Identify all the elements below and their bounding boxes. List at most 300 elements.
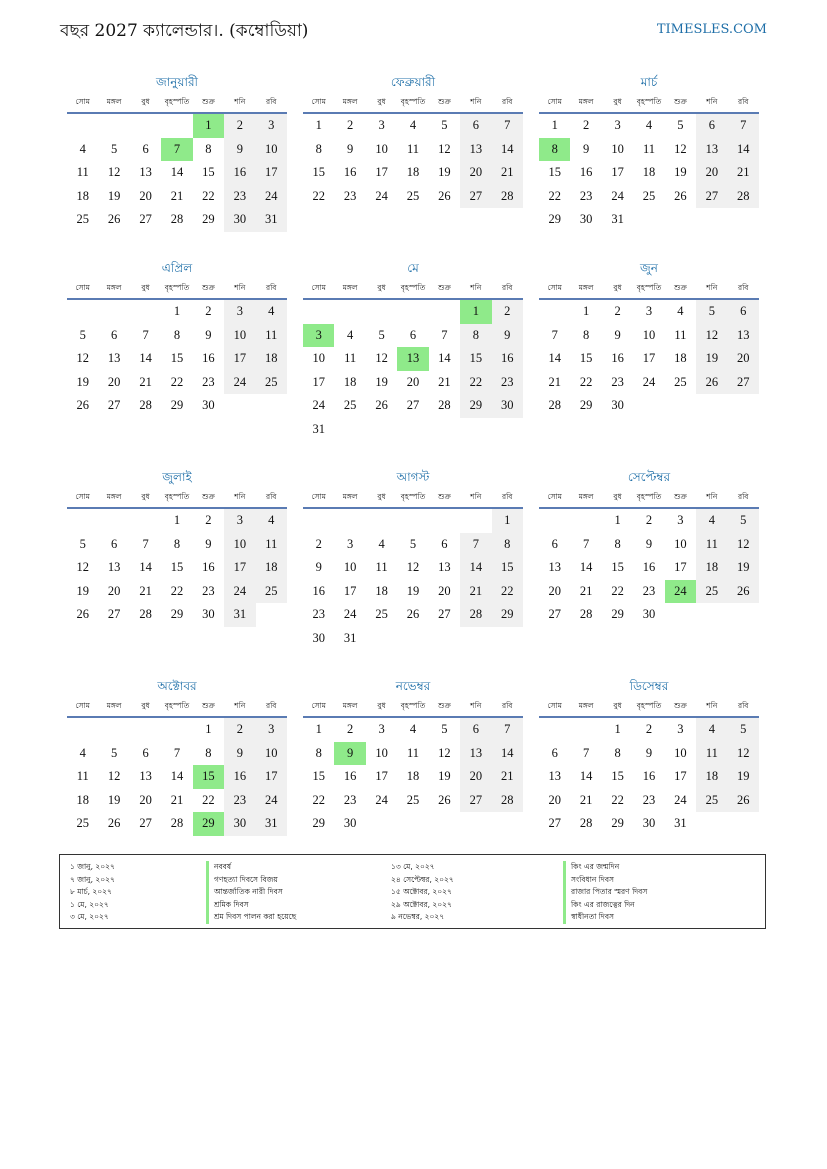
day-cell[interactable]: 18 bbox=[642, 165, 656, 180]
day-cell[interactable]: 17 bbox=[256, 765, 287, 789]
day-cell[interactable]: 27 bbox=[460, 789, 491, 813]
day-cell[interactable]: 17 bbox=[256, 161, 287, 185]
day-cell[interactable]: 17 bbox=[375, 769, 388, 784]
day-cell[interactable]: 28 bbox=[492, 789, 523, 813]
day-cell[interactable]: 27 bbox=[460, 185, 491, 209]
day-cell[interactable]: 29 bbox=[611, 816, 624, 831]
day-cell[interactable]: 22 bbox=[170, 374, 184, 389]
day-cell[interactable]: 3 bbox=[614, 118, 621, 132]
day-cell[interactable]: 29 bbox=[170, 398, 184, 413]
day-cell[interactable]: 16 bbox=[202, 560, 215, 575]
day-cell[interactable]: 22 bbox=[170, 583, 184, 598]
day-cell[interactable]: 4 bbox=[645, 118, 653, 132]
day-cell[interactable]: 16 bbox=[312, 583, 325, 598]
day-cell[interactable]: 26 bbox=[696, 371, 727, 395]
day-cell[interactable]: 30 bbox=[642, 816, 656, 831]
day-cell[interactable]: 9 bbox=[645, 745, 653, 760]
day-cell[interactable]: 15 bbox=[611, 769, 624, 784]
day-cell[interactable]: 3 bbox=[224, 300, 255, 324]
day-cell[interactable]: 8 bbox=[315, 141, 322, 156]
day-cell[interactable]: 22 bbox=[611, 583, 624, 598]
day-cell[interactable]: 15 bbox=[202, 165, 215, 180]
day-cell[interactable]: 30 bbox=[224, 812, 255, 836]
day-cell[interactable]: 30 bbox=[343, 816, 357, 831]
day-cell[interactable]: 18 bbox=[256, 556, 287, 580]
day-cell[interactable]: 27 bbox=[406, 398, 420, 413]
day-cell[interactable]: 5 bbox=[441, 722, 448, 736]
day-cell[interactable]: 15 bbox=[312, 165, 325, 180]
day-cell[interactable]: 29 bbox=[312, 816, 325, 831]
day-cell[interactable]: 11 bbox=[696, 742, 727, 766]
day-cell[interactable]: 6 bbox=[551, 745, 558, 760]
day-cell[interactable]: 14 bbox=[438, 351, 451, 366]
day-cell[interactable]: 6 bbox=[460, 114, 491, 138]
day-cell[interactable]: 16 bbox=[492, 347, 523, 371]
day-cell[interactable]: 25 bbox=[406, 188, 420, 203]
day-cell[interactable]: 28 bbox=[170, 816, 184, 831]
day-cell[interactable]: 11 bbox=[674, 327, 687, 342]
day-cell[interactable]: 26 bbox=[438, 792, 451, 807]
site-link[interactable]: TIMESLES.COM bbox=[656, 22, 767, 37]
day-cell[interactable]: 28 bbox=[728, 185, 759, 209]
day-cell[interactable]: 22 bbox=[492, 580, 523, 604]
day-cell[interactable]: 11 bbox=[256, 324, 287, 348]
day-cell[interactable]: 22 bbox=[312, 188, 325, 203]
day-cell[interactable]: 6 bbox=[111, 327, 118, 342]
day-cell[interactable]: 14 bbox=[139, 560, 152, 575]
day-cell[interactable]: 5 bbox=[441, 118, 448, 132]
day-cell[interactable]: 15 bbox=[579, 351, 593, 366]
day-cell[interactable]: 18 bbox=[406, 769, 420, 784]
day-cell[interactable]: 4 bbox=[409, 118, 417, 132]
day-cell[interactable]: 18 bbox=[375, 583, 388, 598]
day-cell[interactable]: 1 bbox=[614, 722, 621, 736]
day-cell[interactable]: 28 bbox=[548, 398, 561, 413]
day-cell[interactable]: 5 bbox=[79, 327, 86, 342]
day-cell[interactable]: 1 bbox=[205, 722, 212, 736]
holiday-day-cell[interactable]: 8 bbox=[539, 138, 570, 162]
day-cell[interactable]: 25 bbox=[375, 607, 388, 622]
day-cell[interactable]: 30 bbox=[611, 398, 624, 413]
day-cell[interactable]: 28 bbox=[579, 607, 593, 622]
day-cell[interactable]: 12 bbox=[107, 769, 121, 784]
day-cell[interactable]: 14 bbox=[728, 138, 759, 162]
day-cell[interactable]: 9 bbox=[347, 141, 354, 156]
day-cell[interactable]: 21 bbox=[728, 161, 759, 185]
day-cell[interactable]: 28 bbox=[139, 607, 152, 622]
day-cell[interactable]: 5 bbox=[728, 718, 759, 742]
day-cell[interactable]: 13 bbox=[139, 165, 152, 180]
day-cell[interactable]: 11 bbox=[256, 533, 287, 557]
day-cell[interactable]: 4 bbox=[256, 300, 287, 324]
day-cell[interactable]: 30 bbox=[224, 208, 255, 232]
day-cell[interactable]: 25 bbox=[674, 374, 687, 389]
day-cell[interactable]: 11 bbox=[344, 351, 357, 366]
day-cell[interactable]: 18 bbox=[256, 347, 287, 371]
day-cell[interactable]: 4 bbox=[378, 536, 385, 551]
day-cell[interactable]: 9 bbox=[492, 324, 523, 348]
day-cell[interactable]: 1 bbox=[315, 118, 322, 132]
day-cell[interactable]: 14 bbox=[579, 560, 593, 575]
day-cell[interactable]: 26 bbox=[107, 816, 121, 831]
day-cell[interactable]: 31 bbox=[256, 208, 287, 232]
day-cell[interactable]: 8 bbox=[583, 327, 590, 342]
day-cell[interactable]: 25 bbox=[343, 398, 357, 413]
day-cell[interactable]: 29 bbox=[579, 398, 593, 413]
day-cell[interactable]: 11 bbox=[406, 141, 420, 156]
day-cell[interactable]: 17 bbox=[343, 583, 357, 598]
day-cell[interactable]: 27 bbox=[107, 398, 121, 413]
day-cell[interactable]: 10 bbox=[674, 745, 687, 760]
day-cell[interactable]: 8 bbox=[205, 745, 212, 760]
day-cell[interactable]: 23 bbox=[312, 607, 325, 622]
day-cell[interactable]: 2 bbox=[205, 513, 212, 527]
day-cell[interactable]: 1 bbox=[583, 304, 590, 318]
day-cell[interactable]: 9 bbox=[224, 742, 255, 766]
day-cell[interactable]: 25 bbox=[642, 188, 656, 203]
day-cell[interactable]: 25 bbox=[76, 212, 89, 227]
day-cell[interactable]: 6 bbox=[441, 536, 448, 551]
day-cell[interactable]: 24 bbox=[642, 374, 656, 389]
day-cell[interactable]: 2 bbox=[205, 304, 212, 318]
day-cell[interactable]: 23 bbox=[224, 185, 255, 209]
day-cell[interactable]: 23 bbox=[343, 188, 357, 203]
day-cell[interactable]: 2 bbox=[347, 118, 354, 132]
day-cell[interactable]: 2 bbox=[614, 304, 621, 318]
day-cell[interactable]: 15 bbox=[460, 347, 491, 371]
day-cell[interactable]: 11 bbox=[76, 165, 89, 180]
day-cell[interactable]: 16 bbox=[579, 165, 593, 180]
day-cell[interactable]: 27 bbox=[139, 212, 152, 227]
day-cell[interactable]: 3 bbox=[378, 118, 385, 132]
day-cell[interactable]: 8 bbox=[173, 536, 181, 551]
day-cell[interactable]: 20 bbox=[548, 583, 561, 598]
day-cell[interactable]: 10 bbox=[674, 536, 687, 551]
day-cell[interactable]: 4 bbox=[347, 327, 354, 342]
day-cell[interactable]: 2 bbox=[645, 513, 653, 527]
day-cell[interactable]: 13 bbox=[139, 769, 152, 784]
day-cell[interactable]: 29 bbox=[170, 607, 184, 622]
day-cell[interactable]: 12 bbox=[438, 745, 451, 760]
day-cell[interactable]: 1 bbox=[551, 118, 558, 132]
day-cell[interactable]: 20 bbox=[139, 792, 152, 807]
day-cell[interactable]: 20 bbox=[406, 374, 420, 389]
day-cell[interactable]: 2 bbox=[583, 118, 590, 132]
day-cell[interactable]: 28 bbox=[492, 185, 523, 209]
day-cell[interactable]: 29 bbox=[492, 603, 523, 627]
day-cell[interactable]: 5 bbox=[79, 536, 86, 551]
day-cell[interactable]: 4 bbox=[409, 722, 417, 736]
day-cell[interactable]: 19 bbox=[76, 374, 89, 389]
day-cell[interactable]: 30 bbox=[202, 607, 215, 622]
day-cell[interactable]: 19 bbox=[76, 583, 89, 598]
day-cell[interactable]: 24 bbox=[312, 398, 325, 413]
day-cell[interactable]: 2 bbox=[315, 536, 322, 551]
day-cell[interactable]: 14 bbox=[460, 556, 491, 580]
day-cell[interactable]: 4 bbox=[696, 718, 727, 742]
day-cell[interactable]: 16 bbox=[343, 769, 357, 784]
day-cell[interactable]: 9 bbox=[224, 138, 255, 162]
day-cell[interactable]: 7 bbox=[460, 533, 491, 557]
day-cell[interactable]: 25 bbox=[406, 792, 420, 807]
day-cell[interactable]: 21 bbox=[579, 792, 593, 807]
day-cell[interactable]: 10 bbox=[256, 138, 287, 162]
day-cell[interactable]: 21 bbox=[460, 580, 491, 604]
day-cell[interactable]: 24 bbox=[343, 607, 357, 622]
day-cell[interactable]: 27 bbox=[139, 816, 152, 831]
day-cell[interactable]: 28 bbox=[579, 816, 593, 831]
day-cell[interactable]: 16 bbox=[642, 560, 656, 575]
day-cell[interactable]: 31 bbox=[224, 603, 255, 627]
day-cell[interactable]: 6 bbox=[409, 327, 417, 342]
day-cell[interactable]: 13 bbox=[460, 138, 491, 162]
day-cell[interactable]: 12 bbox=[375, 351, 388, 366]
day-cell[interactable]: 20 bbox=[139, 188, 152, 203]
day-cell[interactable]: 21 bbox=[170, 188, 184, 203]
day-cell[interactable]: 4 bbox=[256, 509, 287, 533]
day-cell[interactable]: 18 bbox=[674, 351, 687, 366]
day-cell[interactable]: 20 bbox=[107, 374, 121, 389]
day-cell[interactable]: 5 bbox=[111, 745, 118, 760]
day-cell[interactable]: 26 bbox=[406, 607, 420, 622]
day-cell[interactable]: 24 bbox=[375, 792, 388, 807]
day-cell[interactable]: 14 bbox=[170, 769, 184, 784]
day-cell[interactable]: 26 bbox=[728, 580, 759, 604]
day-cell[interactable]: 18 bbox=[76, 792, 89, 807]
day-cell[interactable]: 19 bbox=[438, 165, 451, 180]
holiday-day-cell[interactable]: 24 bbox=[665, 580, 696, 604]
day-cell[interactable]: 25 bbox=[696, 789, 727, 813]
day-cell[interactable]: 2 bbox=[492, 300, 523, 324]
day-cell[interactable]: 3 bbox=[677, 513, 684, 527]
day-cell[interactable]: 26 bbox=[76, 398, 89, 413]
day-cell[interactable]: 22 bbox=[202, 792, 215, 807]
day-cell[interactable]: 14 bbox=[170, 165, 184, 180]
day-cell[interactable]: 3 bbox=[347, 536, 354, 551]
day-cell[interactable]: 27 bbox=[107, 607, 121, 622]
day-cell[interactable]: 20 bbox=[696, 161, 727, 185]
day-cell[interactable]: 30 bbox=[492, 394, 523, 418]
day-cell[interactable]: 7 bbox=[142, 536, 149, 551]
day-cell[interactable]: 7 bbox=[583, 536, 590, 551]
day-cell[interactable]: 8 bbox=[460, 324, 491, 348]
day-cell[interactable]: 7 bbox=[728, 114, 759, 138]
day-cell[interactable]: 18 bbox=[696, 556, 727, 580]
holiday-day-cell[interactable]: 29 bbox=[193, 812, 224, 836]
day-cell[interactable]: 11 bbox=[76, 769, 89, 784]
day-cell[interactable]: 27 bbox=[548, 607, 561, 622]
day-cell[interactable]: 11 bbox=[642, 141, 656, 156]
day-cell[interactable]: 4 bbox=[79, 745, 86, 760]
day-cell[interactable]: 10 bbox=[343, 560, 357, 575]
day-cell[interactable]: 12 bbox=[674, 141, 687, 156]
holiday-day-cell[interactable]: 9 bbox=[334, 742, 365, 766]
day-cell[interactable]: 3 bbox=[378, 722, 385, 736]
day-cell[interactable]: 10 bbox=[256, 742, 287, 766]
day-cell[interactable]: 8 bbox=[614, 536, 621, 551]
day-cell[interactable]: 30 bbox=[202, 398, 215, 413]
day-cell[interactable]: 3 bbox=[256, 114, 287, 138]
day-cell[interactable]: 10 bbox=[375, 141, 388, 156]
day-cell[interactable]: 16 bbox=[611, 351, 624, 366]
day-cell[interactable]: 30 bbox=[312, 630, 325, 645]
day-cell[interactable]: 16 bbox=[343, 165, 357, 180]
day-cell[interactable]: 16 bbox=[224, 161, 255, 185]
day-cell[interactable]: 31 bbox=[611, 212, 624, 227]
day-cell[interactable]: 14 bbox=[139, 351, 152, 366]
day-cell[interactable]: 23 bbox=[343, 792, 357, 807]
day-cell[interactable]: 27 bbox=[438, 607, 451, 622]
day-cell[interactable]: 15 bbox=[312, 769, 325, 784]
day-cell[interactable]: 15 bbox=[170, 560, 184, 575]
day-cell[interactable]: 6 bbox=[142, 745, 149, 760]
day-cell[interactable]: 19 bbox=[375, 374, 388, 389]
day-cell[interactable]: 18 bbox=[696, 765, 727, 789]
day-cell[interactable]: 7 bbox=[142, 327, 149, 342]
day-cell[interactable]: 17 bbox=[642, 351, 656, 366]
day-cell[interactable]: 31 bbox=[256, 812, 287, 836]
day-cell[interactable]: 12 bbox=[728, 742, 759, 766]
day-cell[interactable]: 20 bbox=[548, 792, 561, 807]
day-cell[interactable]: 13 bbox=[548, 560, 561, 575]
holiday-day-cell[interactable]: 7 bbox=[161, 138, 192, 162]
day-cell[interactable]: 19 bbox=[696, 347, 727, 371]
day-cell[interactable]: 8 bbox=[205, 141, 212, 156]
day-cell[interactable]: 29 bbox=[460, 394, 491, 418]
day-cell[interactable]: 5 bbox=[409, 536, 417, 551]
day-cell[interactable]: 15 bbox=[548, 165, 561, 180]
holiday-day-cell[interactable]: 13 bbox=[397, 347, 428, 371]
day-cell[interactable]: 16 bbox=[642, 769, 656, 784]
day-cell[interactable]: 22 bbox=[312, 792, 325, 807]
day-cell[interactable]: 5 bbox=[677, 118, 684, 132]
day-cell[interactable]: 4 bbox=[696, 509, 727, 533]
day-cell[interactable]: 20 bbox=[438, 583, 451, 598]
day-cell[interactable]: 21 bbox=[139, 583, 152, 598]
day-cell[interactable]: 3 bbox=[224, 509, 255, 533]
day-cell[interactable]: 27 bbox=[696, 185, 727, 209]
day-cell[interactable]: 9 bbox=[205, 536, 212, 551]
day-cell[interactable]: 7 bbox=[492, 718, 523, 742]
day-cell[interactable]: 13 bbox=[460, 742, 491, 766]
day-cell[interactable]: 14 bbox=[548, 351, 561, 366]
day-cell[interactable]: 19 bbox=[107, 792, 121, 807]
day-cell[interactable]: 26 bbox=[438, 188, 451, 203]
day-cell[interactable]: 17 bbox=[674, 560, 687, 575]
day-cell[interactable]: 24 bbox=[256, 185, 287, 209]
day-cell[interactable]: 19 bbox=[728, 556, 759, 580]
day-cell[interactable]: 6 bbox=[728, 300, 759, 324]
day-cell[interactable]: 5 bbox=[378, 327, 385, 342]
day-cell[interactable]: 18 bbox=[76, 188, 89, 203]
day-cell[interactable]: 27 bbox=[728, 371, 759, 395]
day-cell[interactable]: 24 bbox=[611, 188, 624, 203]
day-cell[interactable]: 22 bbox=[611, 792, 624, 807]
day-cell[interactable]: 25 bbox=[256, 371, 287, 395]
day-cell[interactable]: 31 bbox=[312, 421, 325, 436]
day-cell[interactable]: 4 bbox=[79, 141, 86, 156]
day-cell[interactable]: 19 bbox=[728, 765, 759, 789]
day-cell[interactable]: 23 bbox=[611, 374, 624, 389]
day-cell[interactable]: 12 bbox=[107, 165, 121, 180]
day-cell[interactable]: 12 bbox=[438, 141, 451, 156]
day-cell[interactable]: 17 bbox=[224, 347, 255, 371]
day-cell[interactable]: 2 bbox=[645, 722, 653, 736]
day-cell[interactable]: 21 bbox=[438, 374, 451, 389]
day-cell[interactable]: 14 bbox=[492, 742, 523, 766]
day-cell[interactable]: 17 bbox=[312, 374, 325, 389]
day-cell[interactable]: 25 bbox=[76, 816, 89, 831]
day-cell[interactable]: 30 bbox=[642, 607, 656, 622]
day-cell[interactable]: 21 bbox=[492, 765, 523, 789]
day-cell[interactable]: 29 bbox=[202, 212, 215, 227]
day-cell[interactable]: 12 bbox=[728, 533, 759, 557]
day-cell[interactable]: 23 bbox=[224, 789, 255, 813]
day-cell[interactable]: 21 bbox=[579, 583, 593, 598]
day-cell[interactable]: 26 bbox=[674, 188, 687, 203]
day-cell[interactable]: 20 bbox=[107, 583, 121, 598]
day-cell[interactable]: 23 bbox=[492, 371, 523, 395]
day-cell[interactable]: 8 bbox=[315, 745, 322, 760]
day-cell[interactable]: 2 bbox=[347, 722, 354, 736]
day-cell[interactable]: 22 bbox=[460, 371, 491, 395]
day-cell[interactable]: 10 bbox=[642, 327, 656, 342]
day-cell[interactable]: 13 bbox=[548, 769, 561, 784]
day-cell[interactable]: 29 bbox=[611, 607, 624, 622]
day-cell[interactable]: 12 bbox=[406, 560, 420, 575]
day-cell[interactable]: 26 bbox=[375, 398, 388, 413]
day-cell[interactable]: 13 bbox=[107, 560, 121, 575]
day-cell[interactable]: 9 bbox=[645, 536, 653, 551]
day-cell[interactable]: 7 bbox=[441, 327, 448, 342]
day-cell[interactable]: 18 bbox=[343, 374, 357, 389]
day-cell[interactable]: 1 bbox=[614, 513, 621, 527]
day-cell[interactable]: 20 bbox=[460, 161, 491, 185]
day-cell[interactable]: 10 bbox=[224, 533, 255, 557]
day-cell[interactable]: 28 bbox=[460, 603, 491, 627]
day-cell[interactable]: 10 bbox=[611, 141, 624, 156]
day-cell[interactable]: 23 bbox=[642, 792, 656, 807]
day-cell[interactable]: 12 bbox=[696, 324, 727, 348]
day-cell[interactable]: 21 bbox=[492, 161, 523, 185]
day-cell[interactable]: 25 bbox=[696, 580, 727, 604]
day-cell[interactable]: 17 bbox=[674, 769, 687, 784]
day-cell[interactable]: 28 bbox=[170, 212, 184, 227]
day-cell[interactable]: 5 bbox=[111, 141, 118, 156]
day-cell[interactable]: 26 bbox=[728, 789, 759, 813]
day-cell[interactable]: 29 bbox=[548, 212, 561, 227]
day-cell[interactable]: 7 bbox=[492, 114, 523, 138]
day-cell[interactable]: 10 bbox=[312, 351, 325, 366]
day-cell[interactable]: 14 bbox=[492, 138, 523, 162]
day-cell[interactable]: 31 bbox=[674, 816, 687, 831]
day-cell[interactable]: 13 bbox=[728, 324, 759, 348]
day-cell[interactable]: 27 bbox=[548, 816, 561, 831]
day-cell[interactable]: 26 bbox=[76, 607, 89, 622]
day-cell[interactable]: 10 bbox=[375, 745, 388, 760]
holiday-day-cell[interactable]: 1 bbox=[460, 300, 491, 324]
holiday-day-cell[interactable]: 15 bbox=[193, 765, 224, 789]
day-cell[interactable]: 6 bbox=[696, 114, 727, 138]
day-cell[interactable]: 11 bbox=[406, 745, 420, 760]
day-cell[interactable]: 23 bbox=[202, 374, 215, 389]
day-cell[interactable]: 19 bbox=[674, 165, 687, 180]
day-cell[interactable]: 20 bbox=[460, 765, 491, 789]
day-cell[interactable]: 8 bbox=[173, 327, 181, 342]
day-cell[interactable]: 24 bbox=[256, 789, 287, 813]
holiday-day-cell[interactable]: 1 bbox=[193, 114, 224, 138]
day-cell[interactable]: 22 bbox=[579, 374, 593, 389]
